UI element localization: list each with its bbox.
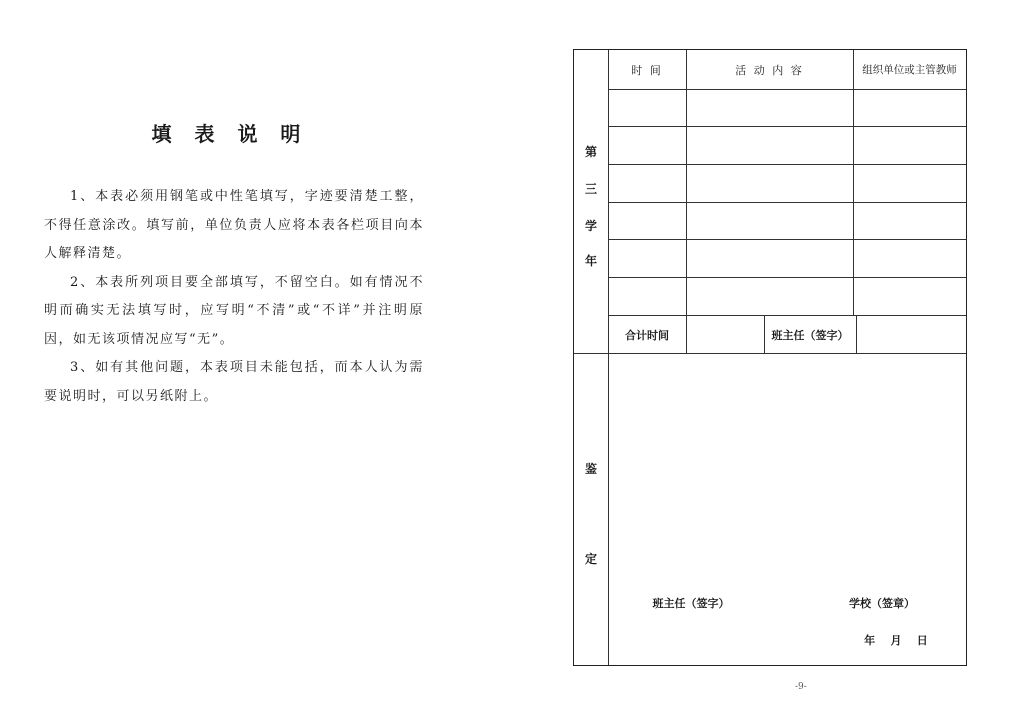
header-time: 时 间 — [631, 63, 663, 77]
organizer-cell-4[interactable] — [853, 203, 966, 239]
instruction-paragraph-2: 2、本表所列项目要全部填写，不留空白。如有情况不明而确实无法填写时，应写明“不清”或“不详”并注明原因，如无该项情况应写“无”。 — [44, 274, 424, 347]
appraisal-school-seal: 学校（签章） — [849, 597, 915, 610]
section-label-char-1: 第 — [584, 145, 597, 159]
section-label-char-3: 学 — [584, 219, 597, 233]
content-cell-6[interactable] — [686, 278, 853, 315]
teacher-sign-field[interactable] — [856, 316, 966, 353]
organizer-cell-1[interactable] — [853, 90, 966, 126]
section-label-char-4: 年 — [584, 254, 597, 268]
appraisal-teacher-sign: 班主任（签字） — [652, 597, 730, 610]
appraisal-date: 年 月 日 — [864, 634, 928, 647]
time-cell-2[interactable] — [608, 127, 686, 164]
time-cell-5[interactable] — [608, 240, 686, 277]
content-cell-5[interactable] — [686, 240, 853, 277]
header-organizer: 组织单位或主管教师 — [862, 64, 957, 76]
instruction-paragraph-1: 1、本表必须用钢笔或中性笔填写，字迹要清楚工整，不得任意涂改。填写前，单位负责人应将本表各栏项目向本人解释清楚。 — [44, 189, 424, 261]
content-cell-4[interactable] — [686, 203, 853, 239]
instruction-paragraph-3: 3、如有其他问题，本表项目未能包括，而本人认为需要说明时，可以另纸附上。 — [44, 360, 424, 404]
page-title: 填 表 说 明 — [151, 122, 309, 146]
appraisal-label-char-2: 定 — [584, 552, 597, 566]
content-cell-2[interactable] — [686, 127, 853, 164]
organizer-cell-5[interactable] — [853, 240, 966, 277]
header-content: 活 动 内 容 — [735, 63, 804, 77]
total-time-label: 合计时间 — [625, 328, 669, 342]
organizer-cell-3[interactable] — [853, 165, 966, 202]
appraisal-label-char-1: 鉴 — [584, 462, 597, 476]
teacher-sign-label: 班主任（签字） — [771, 328, 849, 342]
content-cell-3[interactable] — [686, 165, 853, 202]
time-cell-1[interactable] — [608, 90, 686, 126]
time-cell-4[interactable] — [608, 203, 686, 239]
activity-form — [573, 49, 967, 666]
total-time-value[interactable] — [686, 316, 764, 353]
content-cell-1[interactable] — [686, 90, 853, 126]
organizer-cell-6[interactable] — [853, 278, 966, 315]
instructions-body — [44, 183, 424, 411]
organizer-cell-2[interactable] — [853, 127, 966, 164]
time-cell-6[interactable] — [608, 278, 686, 315]
time-cell-3[interactable] — [608, 165, 686, 202]
section-label-char-2: 三 — [584, 182, 597, 196]
page-number: -9- — [795, 682, 807, 692]
appraisal-text-area[interactable] — [609, 354, 966, 665]
